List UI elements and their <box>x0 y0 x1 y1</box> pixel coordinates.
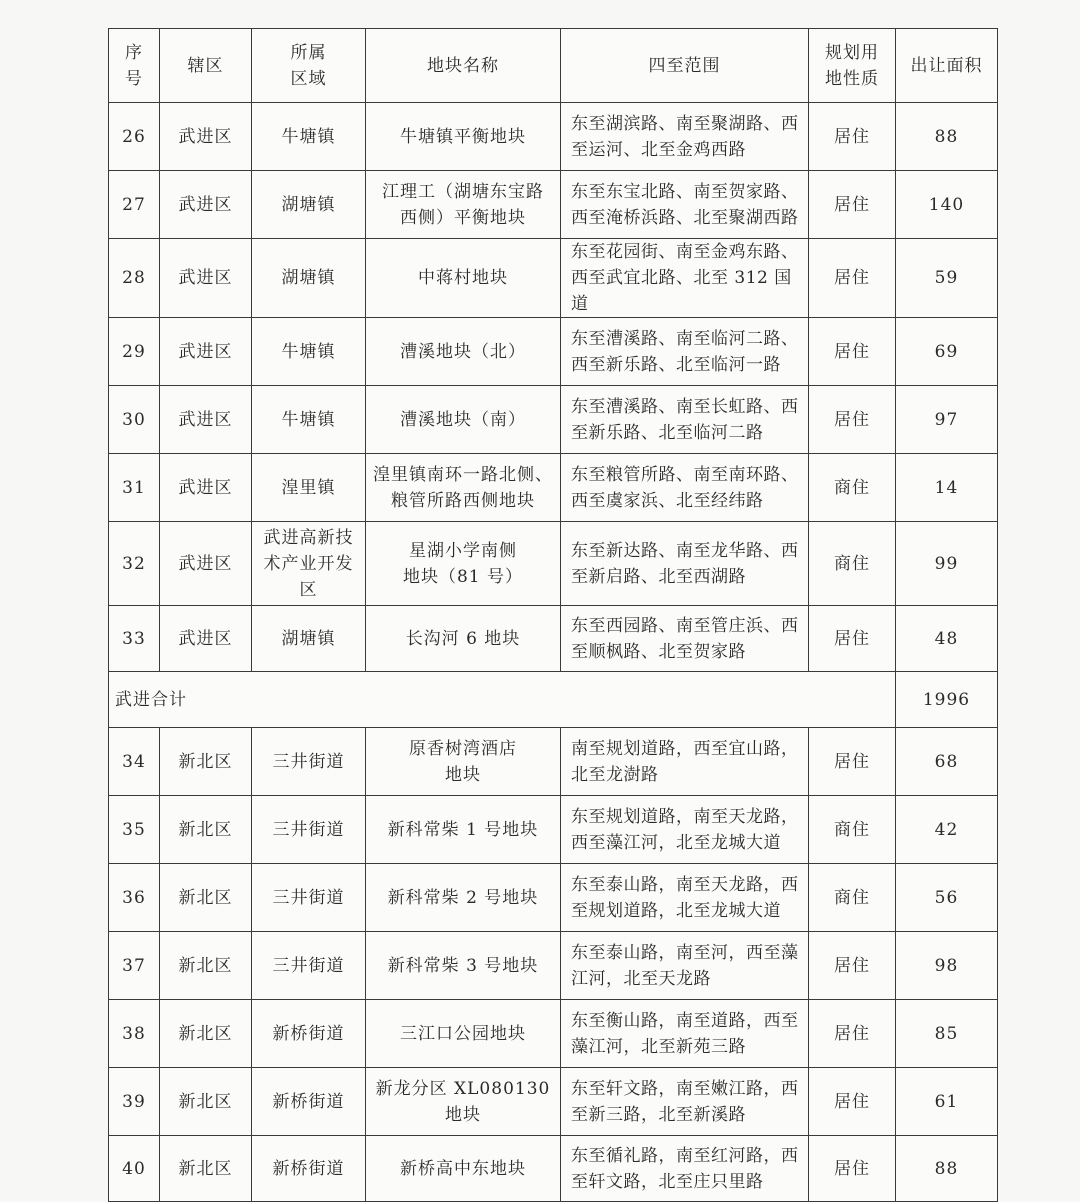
row-size: 140 <box>896 171 998 239</box>
row-size: 59 <box>896 239 998 318</box>
row-size: 88 <box>896 103 998 171</box>
row-parcel-name: 新科常柴 3 号地块 <box>366 932 561 1000</box>
row-area: 新桥街道 <box>252 1068 366 1136</box>
row-parcel-name: 长沟河 6 地块 <box>366 606 561 672</box>
row-boundaries: 东至漕溪路、南至长虹路、西 至新乐路、北至临河二路 <box>561 386 809 454</box>
row-size: 14 <box>896 454 998 522</box>
row-parcel-name: 中蒋村地块 <box>366 239 561 318</box>
row-area: 武进高新技 术产业开发 区 <box>252 522 366 606</box>
row-land-use: 居住 <box>809 171 896 239</box>
row-number: 26 <box>109 103 160 171</box>
table-row <box>109 318 998 386</box>
row-size: 48 <box>896 606 998 672</box>
row-number: 32 <box>109 522 160 606</box>
row-land-use: 居住 <box>809 386 896 454</box>
row-area: 牛塘镇 <box>252 103 366 171</box>
row-land-use: 居住 <box>809 239 896 318</box>
subtotal-label: 武进合计 <box>109 672 896 728</box>
row-boundaries: 东至东宝北路、南至贺家路、 西至淹桥浜路、北至聚湖西路 <box>561 171 809 239</box>
row-number: 40 <box>109 1136 160 1202</box>
row-district: 武进区 <box>160 522 252 606</box>
table-row <box>109 1000 998 1068</box>
row-district: 新北区 <box>160 1068 252 1136</box>
row-parcel-name: 漕溪地块（北） <box>366 318 561 386</box>
row-number: 30 <box>109 386 160 454</box>
row-boundaries: 东至粮管所路、南至南环路、 西至虞家浜、北至经纬路 <box>561 454 809 522</box>
row-district: 武进区 <box>160 318 252 386</box>
row-area: 牛塘镇 <box>252 386 366 454</box>
row-land-use: 商住 <box>809 864 896 932</box>
table-row <box>109 932 998 1000</box>
row-district: 武进区 <box>160 239 252 318</box>
row-size: 56 <box>896 864 998 932</box>
row-land-use: 居住 <box>809 932 896 1000</box>
row-district: 新北区 <box>160 1000 252 1068</box>
row-number: 38 <box>109 1000 160 1068</box>
row-district: 新北区 <box>160 1136 252 1202</box>
row-boundaries: 东至西园路、南至管庄浜、西 至顺枫路、北至贺家路 <box>561 606 809 672</box>
row-district: 新北区 <box>160 728 252 796</box>
row-district: 新北区 <box>160 932 252 1000</box>
row-size: 42 <box>896 796 998 864</box>
row-area: 湖塘镇 <box>252 171 366 239</box>
row-boundaries: 东至泰山路，南至天龙路，西 至规划道路，北至龙城大道 <box>561 864 809 932</box>
header-size: 出让面积 <box>896 29 998 103</box>
row-land-use: 商住 <box>809 796 896 864</box>
row-parcel-name: 新桥高中东地块 <box>366 1136 561 1202</box>
row-parcel-name: 漕溪地块（南） <box>366 386 561 454</box>
row-land-use: 居住 <box>809 606 896 672</box>
row-number: 34 <box>109 728 160 796</box>
row-boundaries: 东至衡山路，南至道路，西至 藻江河，北至新苑三路 <box>561 1000 809 1068</box>
row-land-use: 商住 <box>809 522 896 606</box>
row-number: 28 <box>109 239 160 318</box>
row-parcel-name: 新科常柴 2 号地块 <box>366 864 561 932</box>
row-land-use: 居住 <box>809 1000 896 1068</box>
row-size: 97 <box>896 386 998 454</box>
row-land-use: 居住 <box>809 1136 896 1202</box>
row-parcel-name: 星湖小学南侧 地块（81 号） <box>366 522 561 606</box>
row-boundaries: 东至花园街、南至金鸡东路、 西至武宜北路、北至 312 国道 <box>561 239 809 318</box>
row-area: 新桥街道 <box>252 1000 366 1068</box>
row-size: 98 <box>896 932 998 1000</box>
row-boundaries: 东至湖滨路、南至聚湖路、西 至运河、北至金鸡西路 <box>561 103 809 171</box>
row-area: 湟里镇 <box>252 454 366 522</box>
row-boundaries: 东至新达路、南至龙华路、西 至新启路、北至西湖路 <box>561 522 809 606</box>
row-boundaries: 东至规划道路，南至天龙路， 西至藻江河，北至龙城大道 <box>561 796 809 864</box>
row-area: 三井街道 <box>252 728 366 796</box>
row-area: 新桥街道 <box>252 1136 366 1202</box>
row-size: 88 <box>896 1136 998 1202</box>
row-parcel-name: 新龙分区 XL080130 地块 <box>366 1068 561 1136</box>
row-district: 新北区 <box>160 864 252 932</box>
row-size: 99 <box>896 522 998 606</box>
row-number: 27 <box>109 171 160 239</box>
row-district: 武进区 <box>160 103 252 171</box>
row-parcel-name: 三江口公园地块 <box>366 1000 561 1068</box>
row-district: 武进区 <box>160 454 252 522</box>
table-row <box>109 171 998 239</box>
row-number: 31 <box>109 454 160 522</box>
table-row <box>109 1068 998 1136</box>
table-row <box>109 239 998 318</box>
row-land-use: 居住 <box>809 318 896 386</box>
row-area: 三井街道 <box>252 864 366 932</box>
row-boundaries: 南至规划道路，西至宜山路， 北至龙澍路 <box>561 728 809 796</box>
row-size: 69 <box>896 318 998 386</box>
row-area: 湖塘镇 <box>252 606 366 672</box>
row-parcel-name: 原香树湾酒店 地块 <box>366 728 561 796</box>
table-row <box>109 1136 998 1202</box>
row-boundaries: 东至循礼路，南至红河路，西 至轩文路，北至庄只里路 <box>561 1136 809 1202</box>
row-parcel-name: 新科常柴 1 号地块 <box>366 796 561 864</box>
header-land-use: 规划用 地性质 <box>809 29 896 103</box>
row-land-use: 居住 <box>809 1068 896 1136</box>
table-row <box>109 606 998 672</box>
header-boundaries: 四至范围 <box>561 29 809 103</box>
table-row <box>109 522 998 606</box>
row-area: 湖塘镇 <box>252 239 366 318</box>
row-parcel-name: 江理工（湖塘东宝路 西侧）平衡地块 <box>366 171 561 239</box>
header-district: 辖区 <box>160 29 252 103</box>
subtotal-value: 1996 <box>896 672 998 728</box>
row-land-use: 居住 <box>809 103 896 171</box>
table-row <box>109 796 998 864</box>
row-parcel-name: 湟里镇南环一路北侧、 粮管所路西侧地块 <box>366 454 561 522</box>
row-size: 85 <box>896 1000 998 1068</box>
header-no: 序 号 <box>109 29 160 103</box>
row-area: 牛塘镇 <box>252 318 366 386</box>
row-district: 武进区 <box>160 606 252 672</box>
land-parcel-table <box>108 28 998 1202</box>
row-boundaries: 东至轩文路，南至嫩江路，西 至新三路，北至新溪路 <box>561 1068 809 1136</box>
row-district: 武进区 <box>160 386 252 454</box>
table-row <box>109 103 998 171</box>
header-row <box>109 29 998 103</box>
table-row <box>109 728 998 796</box>
row-number: 29 <box>109 318 160 386</box>
row-land-use: 居住 <box>809 728 896 796</box>
row-size: 68 <box>896 728 998 796</box>
row-parcel-name: 牛塘镇平衡地块 <box>366 103 561 171</box>
row-area: 三井街道 <box>252 796 366 864</box>
row-size: 61 <box>896 1068 998 1136</box>
row-number: 36 <box>109 864 160 932</box>
table-row <box>109 864 998 932</box>
row-number: 33 <box>109 606 160 672</box>
table-row <box>109 386 998 454</box>
header-parcel-name: 地块名称 <box>366 29 561 103</box>
row-land-use: 商住 <box>809 454 896 522</box>
row-district: 新北区 <box>160 796 252 864</box>
row-number: 37 <box>109 932 160 1000</box>
table-row <box>109 454 998 522</box>
subtotal-row <box>109 672 998 728</box>
row-number: 35 <box>109 796 160 864</box>
row-area: 三井街道 <box>252 932 366 1000</box>
row-number: 39 <box>109 1068 160 1136</box>
row-boundaries: 东至漕溪路、南至临河二路、 西至新乐路、北至临河一路 <box>561 318 809 386</box>
row-boundaries: 东至泰山路，南至河，西至藻 江河，北至天龙路 <box>561 932 809 1000</box>
row-district: 武进区 <box>160 171 252 239</box>
header-area: 所属 区域 <box>252 29 366 103</box>
